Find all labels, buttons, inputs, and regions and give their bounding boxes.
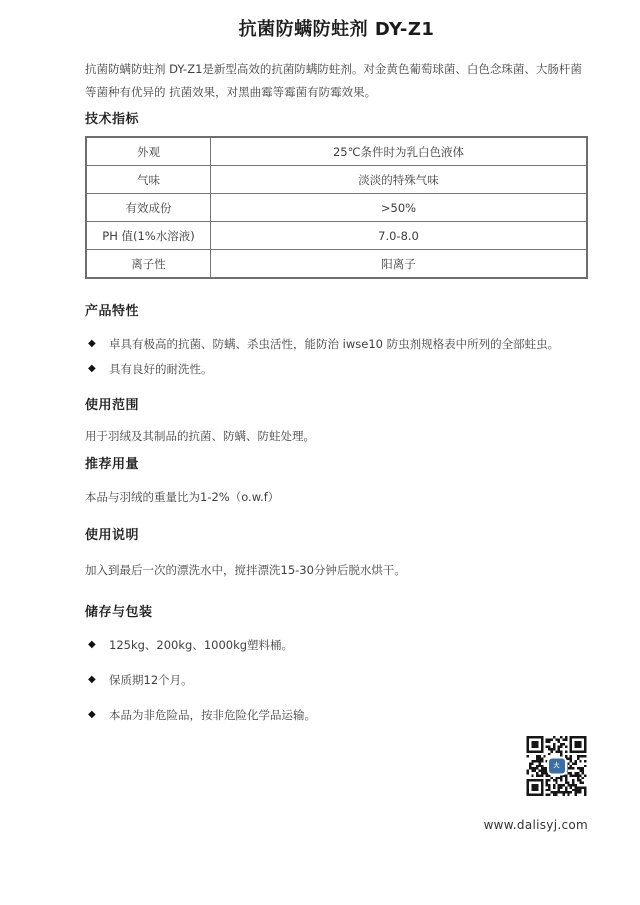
- spec-value: 25℃条件时为乳白色液体: [211, 137, 588, 166]
- section-heading-tech-specs: 技术指标: [85, 112, 140, 127]
- list-item: [88, 637, 588, 653]
- intro-paragraph: 抗菌防螨防蛀剂 DY-Z1是新型高效的抗菌防螨防蛀剂。对金黄色葡萄球菌、白色念珠菌、大肠杆菌等菌种有优异的 抗菌效果，对黑曲霉等霉菌有防霉效果。: [85, 62, 582, 99]
- spec-value: 阳离子: [211, 250, 588, 279]
- diamond-bullet-icon: ◆: [88, 639, 96, 650]
- table-row: [86, 194, 587, 222]
- feature-text: 具有良好的耐洗性。: [109, 362, 213, 376]
- section-heading-dosage: 推荐用量: [85, 457, 140, 472]
- table-row: [86, 222, 587, 250]
- tech-specs-table: [85, 136, 588, 279]
- spec-value: 7.0-8.0: [211, 222, 588, 250]
- spec-label: 有效成份: [86, 194, 211, 222]
- section-heading-instructions: 使用说明: [85, 528, 140, 543]
- page-title: 抗菌防螨防蛀剂 DY-Z1: [238, 19, 435, 40]
- website-url: www.dalisyj.com: [483, 818, 588, 832]
- storage-text: 保质期12个月。: [109, 673, 193, 687]
- diamond-bullet-icon: ◆: [88, 363, 96, 374]
- features-list: [85, 336, 588, 377]
- table-row: [86, 250, 587, 279]
- storage-text: 125kg、200kg、1000kg塑料桶。: [109, 638, 294, 652]
- spec-label: 气味: [86, 166, 211, 194]
- section-heading-storage: 储存与包装: [85, 605, 153, 620]
- feature-text: 卓具有极高的抗菌、防螨、杀虫活性，能防治 iwse10 防虫剂规格表中所列的全部蛀虫。: [109, 337, 560, 351]
- table-row: [86, 137, 587, 166]
- storage-list: [85, 637, 588, 723]
- section-heading-scope: 使用范围: [85, 398, 140, 413]
- scope-text: 用于羽绒及其制品的抗菌、防螨、防蛀处理。: [85, 429, 315, 443]
- list-item: [88, 336, 588, 352]
- diamond-bullet-icon: ◆: [88, 674, 96, 685]
- spec-label: 离子性: [86, 250, 211, 279]
- qr-logo-text: 大: [553, 762, 560, 769]
- list-item: [88, 361, 588, 377]
- section-heading-features: 产品特性: [85, 304, 140, 319]
- spec-value: 淡淡的特殊气味: [211, 166, 588, 194]
- list-item: [88, 672, 588, 688]
- qr-center-logo: [549, 759, 565, 774]
- page-footer: [388, 736, 588, 833]
- qr-code: [526, 736, 587, 796]
- instructions-text: 加入到最后一次的漂洗水中，搅拌漂洗15-30分钟后脱水烘干。: [85, 563, 406, 577]
- list-item: [88, 707, 588, 723]
- table-row: [86, 166, 587, 194]
- spec-label: 外观: [86, 137, 211, 166]
- diamond-bullet-icon: ◆: [88, 709, 96, 720]
- spec-value: >50%: [211, 194, 588, 222]
- dosage-text: 本品与羽绒的重量比为1-2%（o.w.f）: [85, 490, 280, 504]
- storage-text: 本品为非危险品，按非危险化学品运输。: [109, 708, 316, 722]
- spec-label: PH 值(1%水溶液): [86, 222, 211, 250]
- diamond-bullet-icon: ◆: [88, 338, 96, 349]
